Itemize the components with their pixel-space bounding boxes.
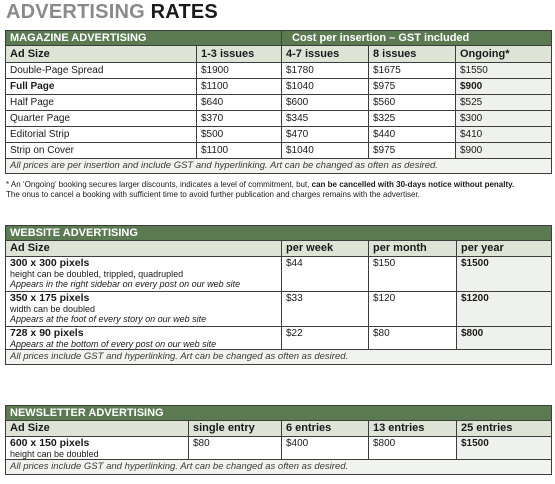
ad-size-cell: [6, 437, 189, 460]
website-header-row: [6, 241, 552, 257]
magazine-band-row: [6, 31, 552, 46]
price-cell: $800: [457, 327, 552, 350]
price-cell: $975: [369, 143, 456, 159]
newsletter-footer-row: [6, 460, 552, 475]
magazine-footer-note: All prices are per insertion and include GST and hyperlinking. Art can be changed as often as desired.: [6, 159, 552, 174]
price-cell: $600: [282, 95, 369, 111]
price-cell: $22: [282, 327, 369, 350]
price-cell: $1040: [282, 79, 369, 95]
ad-size-cell: Editorial Strip: [6, 127, 197, 143]
newsletter-footer-note: All prices include GST and hyperlinking. Art can be changed as often as desired.: [6, 460, 552, 475]
price-cell: $470: [282, 127, 369, 143]
ad-size-label: 300 x 300 pixels: [10, 257, 90, 269]
col-header-13-entries: 13 entries: [369, 421, 457, 437]
magazine-section-title: MAGAZINE ADVERTISING: [6, 31, 282, 46]
table-row: [6, 143, 552, 159]
price-cell: $975: [369, 79, 456, 95]
price-cell: $1200: [457, 292, 552, 327]
col-header-ad-size: Ad Size: [6, 421, 189, 437]
footnote-text-2: The onus to cancel a booking with sufficient time to avoid further publication and charges remains with the advertiser.: [6, 190, 420, 199]
price-cell: $33: [282, 292, 369, 327]
title-part-1: ADVERTISING: [6, 1, 145, 23]
col-header-per-year: per year: [457, 241, 552, 257]
price-cell: $500: [197, 127, 282, 143]
ad-size-placement: Appears at the foot of every story on our web site: [10, 314, 207, 324]
ad-size-cell: Half Page: [6, 95, 197, 111]
price-cell: $300: [456, 111, 552, 127]
price-cell: $1550: [456, 63, 552, 79]
price-cell: $1780: [282, 63, 369, 79]
website-footer-row: [6, 350, 552, 365]
price-cell: $80: [369, 327, 457, 350]
price-cell: $1900: [197, 63, 282, 79]
magazine-rates-table: [5, 30, 552, 174]
col-header-ad-size: Ad Size: [6, 241, 282, 257]
price-cell: $370: [197, 111, 282, 127]
price-cell: $1040: [282, 143, 369, 159]
table-row: [6, 437, 552, 460]
magazine-section-note: Cost per insertion – GST included: [282, 31, 552, 46]
price-cell: $440: [369, 127, 456, 143]
price-cell: $400: [282, 437, 369, 460]
price-cell: $1675: [369, 63, 456, 79]
table-row: [6, 127, 552, 143]
col-header-ad-size: Ad Size: [6, 46, 197, 63]
newsletter-header-row: [6, 421, 552, 437]
price-cell: $525: [456, 95, 552, 111]
magazine-footer-row: [6, 159, 552, 174]
footnote-text-1: * An ‘Ongoing’ booking secures larger discounts, indicates a level of commitment, but,: [6, 180, 312, 189]
price-cell: $345: [282, 111, 369, 127]
col-header-4-7-issues: 4-7 issues: [282, 46, 369, 63]
ad-size-detail: height can be doubled, trippled, quadrupled: [10, 269, 184, 279]
col-header-single-entry: single entry: [189, 421, 282, 437]
price-cell: $1100: [197, 143, 282, 159]
price-cell: $80: [189, 437, 282, 460]
newsletter-rates-table: [5, 405, 552, 475]
col-header-8-issues: 8 issues: [369, 46, 456, 63]
page-title: [6, 1, 218, 24]
price-cell: $900: [456, 79, 552, 95]
price-cell: $800: [369, 437, 457, 460]
price-cell: $1500: [457, 257, 552, 292]
title-part-2: RATES: [150, 1, 218, 23]
table-row: [6, 327, 552, 350]
ad-size-detail: width can be doubled: [10, 304, 96, 314]
table-row: [6, 63, 552, 79]
ad-size-cell: Double-Page Spread: [6, 63, 197, 79]
price-cell: $1100: [197, 79, 282, 95]
price-cell: $120: [369, 292, 457, 327]
ad-size-cell: [6, 327, 282, 350]
col-header-per-week: per week: [282, 241, 369, 257]
table-row: [6, 111, 552, 127]
table-row: [6, 292, 552, 327]
table-row: [6, 257, 552, 292]
newsletter-band-row: [6, 406, 552, 421]
ad-size-label: 728 x 90 pixels: [10, 327, 84, 339]
col-header-ongoing: Ongoing*: [456, 46, 552, 63]
ad-size-label: 600 x 150 pixels: [10, 437, 90, 449]
price-cell: $410: [456, 127, 552, 143]
ad-size-cell: Full Page: [6, 79, 197, 95]
ad-size-detail: height can be doubled: [10, 449, 99, 459]
price-cell: $640: [197, 95, 282, 111]
price-cell: $325: [369, 111, 456, 127]
table-row: [6, 79, 552, 95]
website-section-title: WEBSITE ADVERTISING: [6, 226, 552, 241]
col-header-6-entries: 6 entries: [282, 421, 369, 437]
col-header-25-entries: 25 entries: [457, 421, 552, 437]
ad-size-cell: Strip on Cover: [6, 143, 197, 159]
magazine-header-row: [6, 46, 552, 63]
website-band-row: [6, 226, 552, 241]
ad-size-placement: Appears in the right sidebar on every post on our web site: [10, 279, 241, 289]
price-cell: $1500: [457, 437, 552, 460]
table-row: [6, 95, 552, 111]
price-cell: $150: [369, 257, 457, 292]
ad-size-cell: Quarter Page: [6, 111, 197, 127]
price-cell: $560: [369, 95, 456, 111]
ad-size-cell: [6, 292, 282, 327]
ad-size-label: 350 x 175 pixels: [10, 292, 90, 304]
price-cell: $44: [282, 257, 369, 292]
ad-size-cell: [6, 257, 282, 292]
price-cell: $900: [456, 143, 552, 159]
website-rates-table: [5, 225, 552, 365]
ad-size-placement: Appears at the bottom of every post on our web site: [10, 339, 217, 349]
newsletter-section-title: NEWSLETTER ADVERTISING: [6, 406, 552, 421]
website-footer-note: All prices include GST and hyperlinking. Art can be changed as often as desired.: [6, 350, 552, 365]
col-header-1-3-issues: 1-3 issues: [197, 46, 282, 63]
ongoing-footnote: [6, 180, 552, 200]
col-header-per-month: per month: [369, 241, 457, 257]
footnote-bold-text: can be cancelled with 30-days notice without penalty.: [311, 180, 515, 189]
